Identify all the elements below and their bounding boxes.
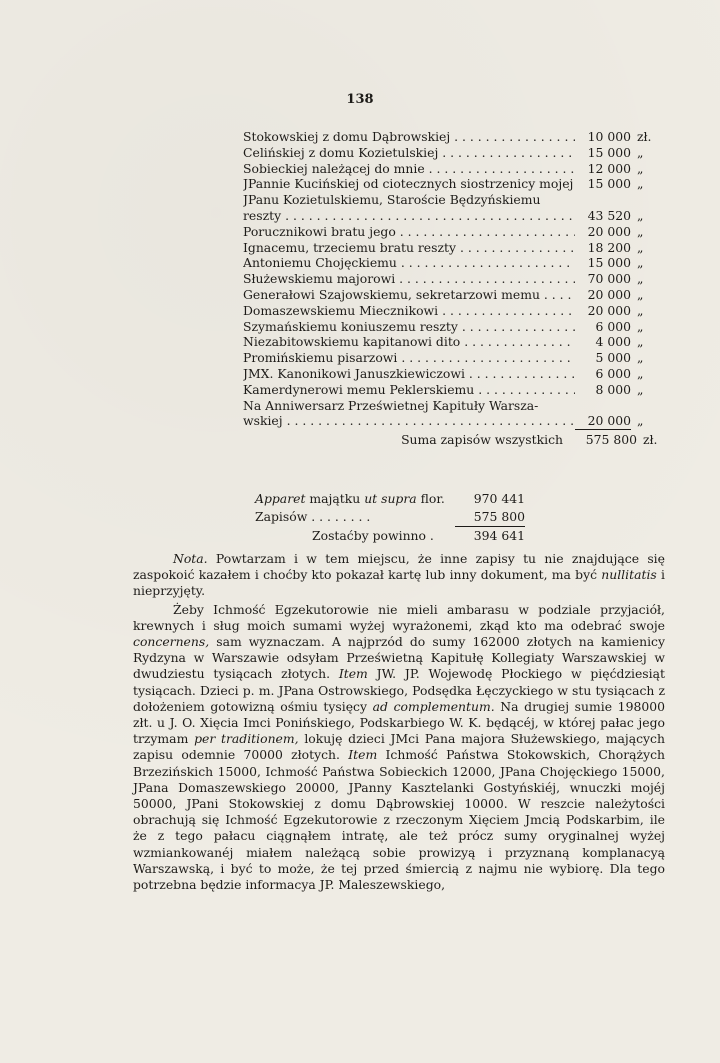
executors-paragraph: Żeby Ichmość Egzekutorowie nie mieli ambarasu w podziale przyjaciół, krewnych i sług moich sumami wyżej wyrażonemi, zkąd kto ma odebrać swoje concernens, sam wyznaczam. A najprzód do sumy 162000 złotych na kamienicy Rydzyna w Warszawie odsyłam Prześwietną Kapitułę Kollegiaty Warszawskiej w dwudziestu tysiącach złotych. Item JW. JP. Wojewodę Płockiego w pięćdziesiąt tysiącach. Dzieci p. m. JPana Ostrowskiego, Podsędka Łęczyckiego w stu tysiącach z dołożeniem gotowizną ośmiu tysięcy ad complementum. Na drugiej sumie 198000 złt. u J. O. Xięcia Imci Ponińskiego, Podskarbiego W. K. będącéj, w której pałac jego trzymam per traditionem, lokuję dzieci JMci Pana majora Służewskiego, mających zapisu odemnie 70000 złotych. Item Ichmość Państwa Stokowskich, Chorążych Brzezińskich 15000, Ichmość Państwa Sobieckich 12000, JPana Chojęckiego 15000, JPana Domaszewskiego 20000, JPanny Kasztelanki Gostyńskiéj, wnuczki mojéj 50000, JPani Stokowskiej z domu Dąbrowskiej 10000. W reszcie należytości obrachują się Ichmość Egzekutorowie z rzeczonym Xięciem Jmcią Podskarbim, ile że z tego pałacu ciągnąłem intratę, ale też prócz sumy oryginalnej wyżej wzmiankowanéj miałem należącą sobie prowizyą i przyznaną komplanacyą Warszawską, i być to może, że tej przed śmiercią z najmu nie wybiorę. Dla tego potrzebna będzie informacya JP. Maleszewskiego, xyxy=(133,601,665,893)
ledger-entry-unit: „ xyxy=(637,286,644,302)
ledger-entry-amount: 15 000 xyxy=(587,176,631,192)
sum-label: Suma zapisów wszystkich xyxy=(401,432,563,448)
ledger-entry-name: Porucznikowi bratu jego . . . xyxy=(243,224,575,240)
ledger-entry xyxy=(243,145,663,161)
ledger-entry-amount: 18 200 xyxy=(587,239,631,255)
ut-supra: ut supra xyxy=(364,491,417,506)
ledger-entry-unit: „ xyxy=(637,318,644,334)
ledger-entry-unit: „ xyxy=(637,207,644,223)
ledger-entry-amount: 8 000 xyxy=(595,381,631,397)
ledger-entry-name: Antoniemu Chojęckiemu . . . xyxy=(243,255,575,271)
nota-label: Nota. xyxy=(173,551,208,566)
balance-calculation xyxy=(255,490,555,545)
ledger-entry-name: Domaszewskiemu Miecznikowi . . . xyxy=(243,303,575,319)
ledger-entry-unit: „ xyxy=(637,176,644,192)
ledger-entry xyxy=(243,240,663,256)
ledger-entry-unit: „ xyxy=(637,302,644,318)
ledger-entry xyxy=(243,161,663,177)
ledger-entry-unit: „ xyxy=(637,223,644,239)
ledger-entry xyxy=(243,224,663,240)
ledger-entry-name: reszty . . . xyxy=(243,208,575,224)
ledger-entry-unit: „ xyxy=(637,271,644,287)
ledger-entry-unit: „ xyxy=(637,413,644,429)
ledger-entry-amount: 15 000 xyxy=(587,144,631,160)
zapisow-row xyxy=(255,508,555,527)
ledger-entry-name: JPannie Kucińskiej od ciotecznych siostrzenicy mojej . . . xyxy=(243,176,575,192)
ledger-entry-name: Na Anniwersarz Prześwietnej Kapituły Warsza- xyxy=(243,397,539,413)
ledger-entry-amount: 5 000 xyxy=(595,350,631,366)
ledger-entry-amount: 43 520 xyxy=(587,207,631,223)
ledger-entry xyxy=(243,319,663,335)
zapisow-label: Zapisów . . . . . . . . xyxy=(255,509,371,524)
ledger-entry-name: Kamerdynerowi memu Peklerskiemu . . . xyxy=(243,382,575,398)
zapisow-value: 575 800 xyxy=(455,508,525,527)
ledger-entry-unit: „ xyxy=(637,334,644,350)
ledger-entry-amount: 20 000 xyxy=(587,223,631,239)
ledger-entry-name: Celińskiej z domu Kozietulskiej . . . xyxy=(243,145,575,161)
sum-row xyxy=(243,432,663,448)
ledger-entry-amount: 6 000 xyxy=(595,318,631,334)
ledger-entry xyxy=(243,192,663,208)
ledger-entry-name: Promińskiemu pisarzowi . . . xyxy=(243,350,575,366)
ledger-entry-name: Generałowi Szajowskiemu, sekretarzowi memu . . . xyxy=(243,287,575,303)
ledger-entry-name: Sobieckiej należącej do mnie . . . xyxy=(243,161,575,177)
sum-unit: zł. xyxy=(643,432,658,448)
body-text xyxy=(133,551,665,893)
ledger-entry-unit: „ xyxy=(637,381,644,397)
page-number: 138 xyxy=(346,92,374,107)
ledger-entry-unit: „ xyxy=(637,365,644,381)
apparet-mid: majątku xyxy=(309,491,361,506)
ledger-entry xyxy=(243,366,663,382)
ledger-entry-name: Stokowskiej z domu Dąbrowskiej . . . xyxy=(243,129,575,145)
bequest-ledger xyxy=(243,129,663,448)
ledger-entry-unit: „ xyxy=(637,239,644,255)
ledger-entry xyxy=(243,129,663,145)
ledger-entry-amount: 20 000 xyxy=(587,302,631,318)
ledger-entry-name: Ignacemu, trzeciemu bratu reszty . . . xyxy=(243,240,575,256)
zostaloby-value: 394 641 xyxy=(473,528,525,543)
ledger-entry-unit: zł. xyxy=(637,129,652,144)
ledger-entry-amount: 20 000 xyxy=(587,286,631,302)
ledger-entry-amount: 6 000 xyxy=(595,365,631,381)
apparet-label: Apparet xyxy=(255,491,306,506)
ledger-entry-amount: 15 000 xyxy=(587,255,631,271)
ledger-entry xyxy=(243,398,663,414)
ledger-entry-unit: „ xyxy=(637,160,644,176)
ledger-entry-unit: „ xyxy=(637,144,644,160)
ledger-entry xyxy=(243,287,663,303)
ledger-entry xyxy=(243,255,663,271)
ledger-entry xyxy=(243,350,663,366)
ledger-entry-amount: 4 000 xyxy=(595,334,631,350)
ledger-entry-unit: „ xyxy=(637,350,644,366)
ledger-entry xyxy=(243,334,663,350)
zostaloby-label: Zostaćby powinno . xyxy=(312,528,434,543)
ledger-entry-name: Służewskiemu majorowi . . . xyxy=(243,271,575,287)
apparet-tail: flor. xyxy=(420,491,445,506)
ledger-entry-amount: 12 000 xyxy=(587,160,631,176)
apparet-row xyxy=(255,490,555,508)
ledger-entry xyxy=(243,271,663,287)
ledger-entry xyxy=(243,382,663,398)
ledger-entry xyxy=(243,176,663,192)
ledger-entry-name: wskiej . . . xyxy=(243,413,575,429)
ledger-entry xyxy=(243,303,663,319)
ledger-entry-amount: 20 000 xyxy=(575,413,631,430)
ledger-entry-name: JMX. Kanonikowi Januszkiewiczowi . . . xyxy=(243,366,575,382)
zostaloby-row xyxy=(255,527,555,545)
ledger-entry xyxy=(243,413,663,430)
ledger-entry xyxy=(243,208,663,224)
ledger-entry-unit: „ xyxy=(637,255,644,271)
nota-paragraph: Nota. Powtarzam i w tem miejscu, że inne zapisy tu nie znajdujące się zaspokoić kazałem i choćby kto pokazał kartę lub inny dokument, ma być nullitatis i nieprzyjęty. xyxy=(133,551,665,599)
apparet-value: 970 441 xyxy=(473,491,525,506)
sum-amount: 575 800 xyxy=(585,432,637,448)
ledger-entry-name: Szymańskiemu koniuszemu reszty . . . xyxy=(243,319,575,335)
ledger-entry-amount: 70 000 xyxy=(587,271,631,287)
ledger-entry-name: JPanu Kozietulskiemu, Staroście Będzyńskiemu xyxy=(243,192,541,208)
ledger-entry-name: Niezabitowskiemu kapitanowi dito . . . xyxy=(243,334,575,350)
ledger-entry-amount: 10 000 xyxy=(587,129,631,144)
